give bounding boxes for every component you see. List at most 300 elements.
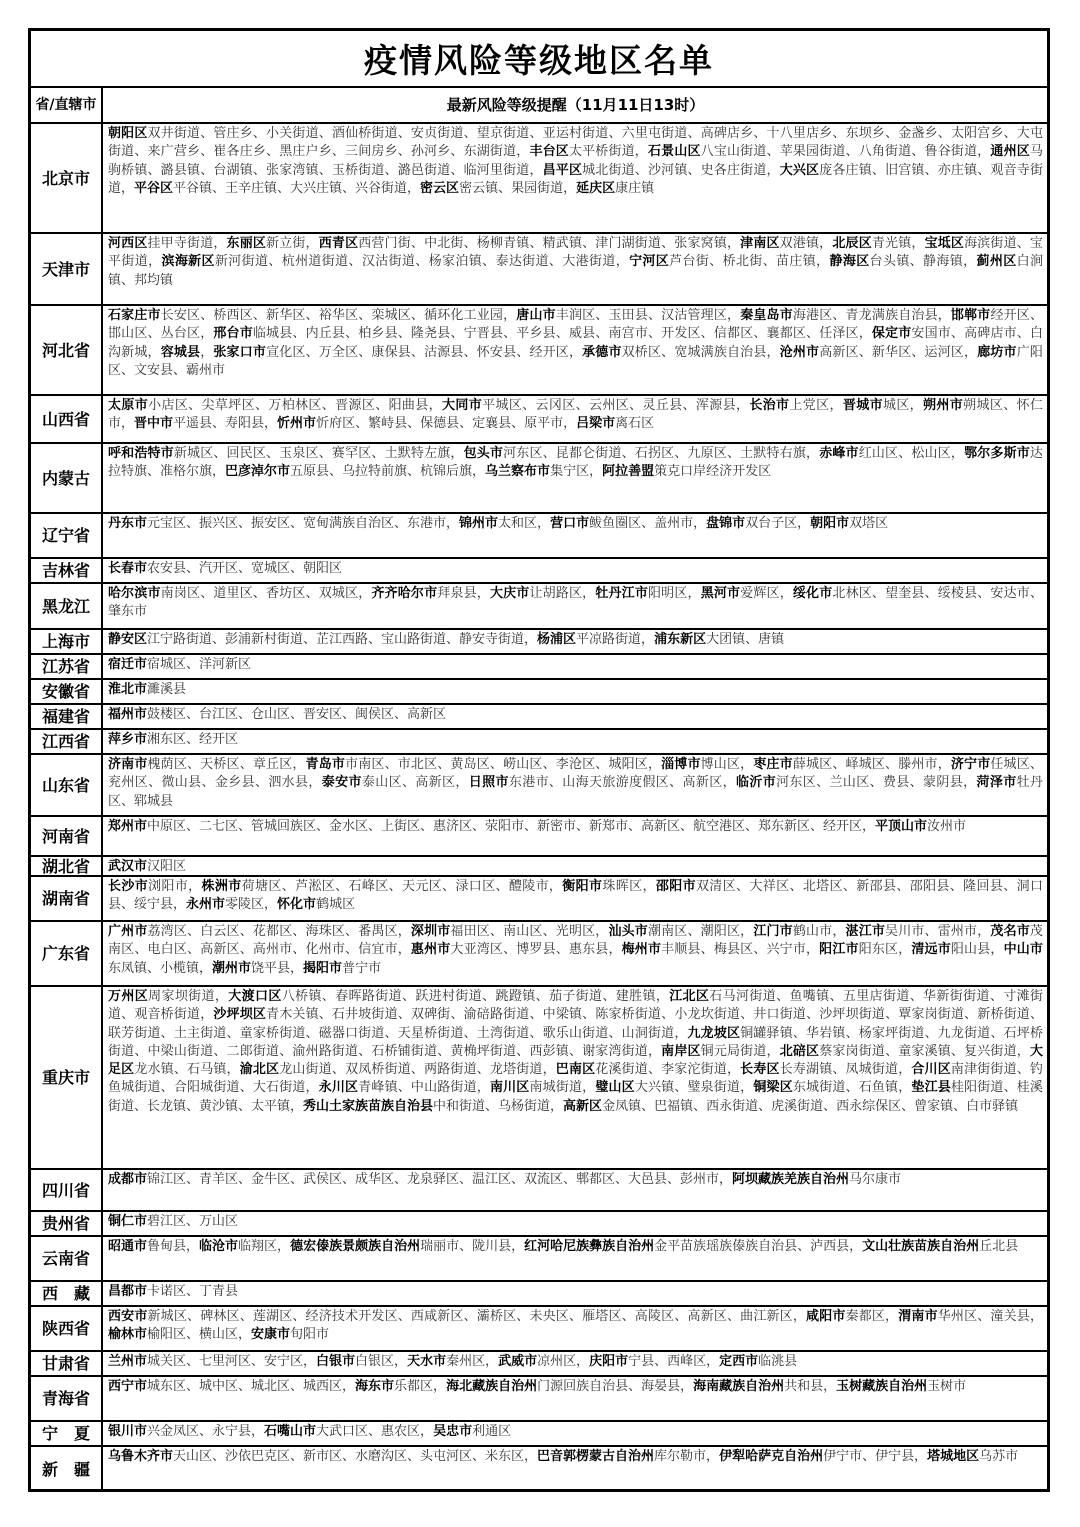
district-list: 鼓楼区、台江区、仓山区、晋安区、闽侯区、高新区 xyxy=(147,707,447,722)
city-name: 日照市 xyxy=(468,775,509,791)
city-name: 长治市 xyxy=(749,398,790,413)
city-name: 德宏傣族景颇族自治州 xyxy=(290,1239,421,1254)
province-name: 河南省 xyxy=(31,817,103,855)
province-name: 新 疆 xyxy=(31,1447,103,1492)
city-name: 秀山土家族苗族自治县 xyxy=(303,1098,434,1114)
city-name: 深圳市 xyxy=(410,924,451,939)
area-list xyxy=(103,655,1047,678)
district-list: 长安区、桥西区、新华区、裕华区、栾城区、循环化工业园， xyxy=(160,308,517,323)
city-name: 合川区 xyxy=(911,1062,951,1078)
table-row xyxy=(31,655,1047,680)
area-list xyxy=(103,234,1047,304)
district-list: 鹤山市， xyxy=(792,924,846,939)
district-list: 临翔区， xyxy=(238,1239,291,1254)
district-list: 饶平县， xyxy=(251,960,304,976)
city-name: 朝阳市 xyxy=(810,516,850,531)
city-name: 邵阳市 xyxy=(655,879,696,894)
city-name: 巴音郭楞蒙古自治州 xyxy=(537,1449,655,1464)
city-name: 延庆区 xyxy=(576,180,616,196)
district-list: 牡丹区、郓城县 xyxy=(108,775,1043,809)
content-column-header: 最新风险等级提醒（11月11日13时） xyxy=(446,96,705,115)
district-list: 策克口岸经济开发区 xyxy=(654,464,772,480)
city-name: 南岸区 xyxy=(661,1043,701,1059)
district-list: 大兴镇、璧泉街道， xyxy=(634,1080,754,1096)
district-list: 挂甲寺街道， xyxy=(147,236,227,251)
city-name: 沧州市 xyxy=(779,344,820,360)
district-list: 经开区、邯山区、丛台区， xyxy=(108,308,1043,342)
table-row xyxy=(31,755,1047,817)
district-list: 长寿湖镇、凤城街道， xyxy=(779,1062,912,1078)
district-list: 临城县、内丘县、柏乡县、隆尧县、宁晋县、平乡县、威县、南宫市、开发区、信都区、襄都区、任泽区， xyxy=(252,326,872,342)
district-list: 宁县、西峰区， xyxy=(628,1354,720,1369)
district-list: 新城区、碑林区、莲湖区、经济技术开发区、西咸新区、灞桥区、未央区、雁塔区、高陵区、高新区、曲江新区， xyxy=(147,1309,807,1324)
district-list: 伊宁市、伊宁县， xyxy=(823,1449,928,1464)
city-name: 长沙市 xyxy=(108,879,149,894)
district-list: 濉溪县 xyxy=(147,682,187,697)
table-row xyxy=(31,1352,1047,1377)
district-list: 太和区， xyxy=(498,516,551,531)
table-row xyxy=(31,1307,1047,1352)
district-list: 槐荫区、天桥区、章丘区， xyxy=(147,757,306,772)
province-name: 云南省 xyxy=(31,1237,103,1280)
district-list: 平城区、云冈区、云州区、灵丘县、浑源县， xyxy=(482,398,750,413)
city-name: 北辰区 xyxy=(832,236,872,251)
city-name: 庆阳市 xyxy=(589,1354,629,1369)
city-name: 石景山区 xyxy=(647,144,701,160)
table-row xyxy=(31,1212,1047,1237)
city-name: 成都市 xyxy=(108,1172,148,1187)
district-list: 门源回族自治县、海晏县， xyxy=(537,1379,694,1394)
city-name: 江北区 xyxy=(669,989,710,1004)
district-list: 南岗区、道里区、香坊区、双城区， xyxy=(160,586,372,601)
district-list: 阳东区， xyxy=(858,942,912,958)
city-name: 宿迁市 xyxy=(108,657,148,672)
city-name: 永川区 xyxy=(318,1080,359,1096)
city-name: 西安市 xyxy=(108,1309,148,1324)
city-name: 绥化市 xyxy=(792,586,833,601)
district-list: 白银区， xyxy=(355,1354,408,1369)
district-list: 龙水镇、石马镇， xyxy=(134,1062,240,1078)
district-list: 天山区、沙依巴克区、新市区、水磨沟区、头屯河区、米东区， xyxy=(173,1449,538,1464)
city-name: 静海区 xyxy=(829,254,870,270)
district-list: 锦江区、青羊区、金牛区、武侯区、成华区、龙泉驿区、温江区、双流区、郫都区、大邑县、彭州市， xyxy=(147,1172,733,1187)
city-name: 北碚区 xyxy=(779,1043,820,1059)
city-name: 牡丹江市 xyxy=(595,586,648,601)
district-list: 汉阳区 xyxy=(147,859,187,874)
city-name: 江门市 xyxy=(753,924,793,939)
province-name: 山西省 xyxy=(31,396,103,442)
district-list: 平谷镇、王辛庄镇、大兴庄镇、兴谷街道， xyxy=(173,180,421,196)
city-name: 赤峰市 xyxy=(819,446,859,461)
city-name: 密云区 xyxy=(420,180,460,196)
district-list: 大亚湾区、博罗县、惠东县， xyxy=(450,942,622,958)
city-name: 盘锦市 xyxy=(706,516,746,531)
city-name: 济宁市 xyxy=(950,757,991,772)
district-list: 红山区、松山区， xyxy=(858,446,965,461)
city-name: 沙坪坝区 xyxy=(213,1007,267,1023)
page-title: 疫情风险等级地区名单 xyxy=(31,31,1047,88)
city-name: 渭南市 xyxy=(898,1309,938,1324)
district-list: 高新区、新华区、运河区， xyxy=(819,344,978,360)
city-name: 秦皇岛市 xyxy=(740,308,793,323)
city-name: 容城县 xyxy=(160,344,201,360)
city-name: 阳江市 xyxy=(819,942,859,958)
district-list: 湘东区、经开区 xyxy=(147,732,239,747)
province-name: 陕西省 xyxy=(31,1307,103,1350)
table-row xyxy=(31,234,1047,306)
city-name: 朝阳区 xyxy=(108,126,148,141)
district-list: 金平苗族瑶族傣族自治县、泸西县， xyxy=(654,1239,863,1254)
district-list: 丘北县 xyxy=(979,1239,1019,1254)
district-list: 乐都区， xyxy=(394,1379,447,1394)
table-header xyxy=(31,88,1047,124)
district-list: 普宁市 xyxy=(342,960,382,976)
province-name: 青海省 xyxy=(31,1377,103,1420)
district-list: 北林区、望奎县、绥棱县、安达市、肇东市 xyxy=(108,586,1043,620)
district-list: 西营门街、中北街、杨柳青镇、精武镇、津门湖街道、张家窝镇， xyxy=(358,236,741,251)
district-list: 乌苏市 xyxy=(979,1449,1019,1464)
district-list: 青峰镇、中山路街道， xyxy=(358,1080,490,1096)
district-list: 朔城区、怀仁市， xyxy=(108,398,1043,432)
district-list: 城区， xyxy=(882,398,924,413)
city-name: 衡阳市 xyxy=(562,879,603,894)
city-name: 兰州市 xyxy=(108,1354,148,1369)
city-name: 大足区 xyxy=(108,1043,1043,1078)
city-name: 营口市 xyxy=(550,516,590,531)
district-list: 库尔勒市， xyxy=(654,1449,720,1464)
district-list: 利通区 xyxy=(472,1424,512,1439)
district-list: 丰润区、玉田县、汉沽管理区， xyxy=(555,308,741,323)
city-name: 邯郸市 xyxy=(950,308,991,323)
district-list: 浏阳市， xyxy=(148,879,202,894)
district-list: 大团镇、唐镇 xyxy=(706,632,785,647)
district-list: 凉州区， xyxy=(537,1354,590,1369)
district-list: 密云镇、果园街道， xyxy=(459,180,577,196)
city-name: 渝北区 xyxy=(239,1062,280,1078)
district-list: 桂阳街道、桂溪街道、长龙镇、黄沙镇、太平镇， xyxy=(108,1080,1043,1114)
province-name: 湖南省 xyxy=(31,877,103,920)
district-list: 临洮县 xyxy=(758,1354,798,1369)
city-name: 济南市 xyxy=(108,757,148,772)
city-name: 清远市 xyxy=(911,942,951,958)
table-row xyxy=(31,705,1047,730)
district-list: 江宁路街道、彭浦新村街道、芷江西路、宝山路街道、静安寺街道， xyxy=(147,632,538,647)
area-list xyxy=(103,1237,1047,1280)
city-name: 平谷区 xyxy=(134,180,174,196)
district-list: 八桥镇、春晖路街道、跃进村街道、跳蹬镇、茄子街道、建胜镇， xyxy=(281,989,670,1004)
district-list: 瑞丽市、陇川县， xyxy=(420,1239,525,1254)
city-name: 承德市 xyxy=(582,344,622,360)
city-name: 宁河区 xyxy=(629,254,670,270)
table-row xyxy=(31,584,1047,630)
table-row xyxy=(31,1422,1047,1447)
area-list xyxy=(103,444,1047,512)
province-name: 西 藏 xyxy=(31,1282,103,1305)
table-row xyxy=(31,680,1047,705)
district-list: 八宝山街道、苹果园街道、八角街道、鲁谷街道， xyxy=(700,144,991,160)
district-list: 东城街道、石鱼镇， xyxy=(792,1080,912,1096)
city-name: 河西区 xyxy=(108,236,148,251)
city-name: 大渡口区 xyxy=(228,989,282,1004)
city-name: 银川市 xyxy=(108,1424,148,1439)
city-name: 榆林市 xyxy=(108,1327,148,1343)
area-list xyxy=(103,1307,1047,1350)
province-name: 辽宁省 xyxy=(31,514,103,557)
district-list: 吴川市、雷州市， xyxy=(885,924,991,939)
city-name: 高新区 xyxy=(563,1098,603,1114)
district-list: 白涧镇、邦均镇 xyxy=(108,254,1043,288)
district-list: 康庄镇 xyxy=(615,180,655,196)
province-name: 江苏省 xyxy=(31,655,103,678)
district-list: 榆阳区、横山区， xyxy=(147,1327,252,1343)
district-list: 新立街， xyxy=(266,236,319,251)
area-list xyxy=(103,730,1047,753)
city-name: 咸阳市 xyxy=(806,1309,846,1324)
district-list: 安国市、高碑店市、白沟新城， xyxy=(108,326,1043,360)
district-list: 石马河街道、鱼嘴镇、五里店街道、华新街街道、寸滩街道、观音桥街道， xyxy=(108,989,1043,1023)
area-list xyxy=(103,124,1047,232)
city-name: 长春市 xyxy=(108,561,148,576)
district-list: 元宝区、振兴区、振安区、宽甸满族自治区、东港市， xyxy=(147,516,460,531)
district-list: 龙山街道、双凤桥街道、两路街道、龙塔街道， xyxy=(279,1062,556,1078)
city-name: 唐山市 xyxy=(516,308,556,323)
district-list: 南津街街道、钓鱼城街道、合阳城街道、大石街道， xyxy=(108,1062,1043,1096)
city-name: 西青区 xyxy=(318,236,359,251)
city-name: 泰安市 xyxy=(321,775,362,791)
district-list: 市南区、市北区、黄岛区、崂山区、李沧区、城阳区， xyxy=(345,757,662,772)
district-list: 博山区， xyxy=(700,757,754,772)
province-name: 河北省 xyxy=(31,306,103,394)
province-name: 北京市 xyxy=(31,124,103,232)
city-name: 长寿区 xyxy=(740,1062,780,1078)
province-name: 宁 夏 xyxy=(31,1422,103,1445)
table-row xyxy=(31,817,1047,857)
area-list xyxy=(103,705,1047,728)
city-name: 廊坊市 xyxy=(977,344,1017,360)
district-list: 卡诺区、丁青县 xyxy=(147,1284,239,1299)
district-list: 新城区、回民区、玉泉区、赛罕区、土默特左旗， xyxy=(173,446,464,461)
district-list: 阳山县， xyxy=(950,942,1004,958)
city-name: 黑河市 xyxy=(700,586,741,601)
district-list: 花溪街道、李家沱街道， xyxy=(595,1062,741,1078)
area-list xyxy=(103,1212,1047,1235)
area-list xyxy=(103,1422,1047,1445)
city-name: 铜梁区 xyxy=(753,1080,793,1096)
city-name: 萍乡市 xyxy=(108,732,148,747)
district-list: 小店区、尖草坪区、万柏林区、晋源区、阳曲县， xyxy=(148,398,443,413)
district-list: 双井街道、管庄乡、小关街道、酒仙桥街道、安贞街道、望京街道、亚运村街道、六里屯街道、高碑店乡、十八里店乡、东坝乡、金盏乡、太阳宫乡、大屯街道、来广营乡、崔各庄乡、黑庄户乡、三间房乡、孙河乡、东湖街道， xyxy=(108,126,1043,160)
city-name: 保定市 xyxy=(871,326,912,342)
city-name: 怀化市 xyxy=(277,897,317,913)
district-list: 城北街道、沙河镇、史各庄街道， xyxy=(582,162,780,178)
city-name: 晋中市 xyxy=(134,416,174,432)
district-list: 城东区、城中区、城北区、城西区， xyxy=(147,1379,356,1394)
city-name: 乌兰察布市 xyxy=(485,464,551,480)
city-name: 潮州市 xyxy=(212,960,252,976)
district-list: 茂南区、电白区、高新区、高州市、化州市、信宜市， xyxy=(108,924,1043,958)
district-list: 玉树市 xyxy=(927,1379,967,1394)
city-name: 文山壮族苗族自治州 xyxy=(862,1239,980,1254)
district-list: 让胡路区， xyxy=(529,586,596,601)
area-list xyxy=(103,755,1047,815)
city-name: 海南藏族自治州 xyxy=(693,1379,785,1394)
district-list: 离石区 xyxy=(615,416,655,432)
district-list: 周家坝街道， xyxy=(148,989,229,1004)
area-list xyxy=(103,1352,1047,1375)
city-name: 通州区 xyxy=(990,144,1030,160)
district-list: 芦台街、桥北街、苗庄镇， xyxy=(669,254,830,270)
district-list: 鹤城区 xyxy=(316,897,356,913)
city-name: 铜仁市 xyxy=(108,1214,148,1229)
area-list xyxy=(103,559,1047,582)
city-name: 大庆市 xyxy=(489,586,530,601)
district-list: 南城街道， xyxy=(529,1080,596,1096)
district-list: 阳明区， xyxy=(648,586,701,601)
city-name: 石家庄市 xyxy=(108,308,161,323)
district-list: 薛城区、峄城区、滕州市， xyxy=(792,757,951,772)
city-name: 巴南区 xyxy=(555,1062,596,1078)
district-list: 蔡家岗街道、童家溪镇、复兴街道， xyxy=(819,1043,1030,1059)
table-row xyxy=(31,1447,1047,1492)
district-list: 海滨街道、宝平街道， xyxy=(108,236,1043,270)
city-name: 塔城地区 xyxy=(927,1449,980,1464)
district-list: 平凉路街道， xyxy=(576,632,655,647)
district-list: 双桥区、宽城满族自治县， xyxy=(621,344,780,360)
district-list: 华州区、潼关县， xyxy=(937,1309,1043,1324)
district-list: 中和街道、乌杨街道， xyxy=(433,1098,564,1114)
city-name: 浦东新区 xyxy=(654,632,707,647)
district-list: 海港区、青龙满族自治县， xyxy=(792,308,951,323)
area-list xyxy=(103,514,1047,557)
city-name: 丰台区 xyxy=(529,144,569,160)
district-list: 中原区、二七区、管城回族区、金水区、上街区、惠济区、荥阳市、新密市、新郑市、高新区、航空港区、郑东新区、经开区， xyxy=(147,819,876,834)
table-row xyxy=(31,1282,1047,1307)
province-name: 吉林省 xyxy=(31,559,103,582)
city-name: 红河哈尼族彝族自治州 xyxy=(524,1239,655,1254)
city-name: 大兴区 xyxy=(779,162,820,178)
table-row xyxy=(31,124,1047,234)
province-name: 安徽省 xyxy=(31,680,103,703)
district-list: 碧江区、万山区 xyxy=(147,1214,239,1229)
area-list xyxy=(103,630,1047,653)
city-name: 杨浦区 xyxy=(537,632,577,647)
city-name: 伊犁哈萨克自治州 xyxy=(719,1449,824,1464)
table-row xyxy=(31,922,1047,987)
district-list: 丰顺县、梅县区、兴宁市， xyxy=(661,942,820,958)
province-name: 山东省 xyxy=(31,755,103,815)
city-name: 永州市 xyxy=(186,897,226,913)
district-list: 河东区、昆都仑街道、石拐区、九原区、土默特右旗， xyxy=(503,446,820,461)
city-name: 吕梁市 xyxy=(576,416,616,432)
city-name: 万州区 xyxy=(108,989,149,1004)
city-name: 大同市 xyxy=(442,398,483,413)
province-column-header: 省/直辖市 xyxy=(31,88,103,122)
district-list: 秦都区， xyxy=(845,1309,899,1324)
district-list: 潮南区、潮阳区， xyxy=(647,924,754,939)
district-list: 汝州市 xyxy=(927,819,967,834)
district-list: 五原县、乌拉特前旗、杭锦后旗， xyxy=(290,464,486,480)
city-name: 西宁市 xyxy=(108,1379,148,1394)
district-list: 双清区、大祥区、北塔区、新邵县、邵阳县、隆回县、洞口县、绥宁县， xyxy=(108,879,1043,913)
city-name: 枣庄市 xyxy=(753,757,793,772)
city-name: 海北藏族自治州 xyxy=(446,1379,538,1394)
district-list: 集宁区， xyxy=(550,464,603,480)
city-name: 乌鲁木齐市 xyxy=(108,1449,174,1464)
table-row xyxy=(31,444,1047,514)
city-name: 昌都市 xyxy=(108,1284,148,1299)
district-list: 荷塘区、芦淞区、石峰区、天元区、渌口区、醴陵市， xyxy=(241,879,563,894)
city-name: 汕头市 xyxy=(608,924,648,939)
city-name: 哈尔滨市 xyxy=(108,586,161,601)
district-list: 双港镇， xyxy=(779,236,833,251)
district-list: 农安县、汽开区、宽城区、朝阳区 xyxy=(147,561,343,576)
area-list xyxy=(103,817,1047,855)
city-name: 巴彦淖尔市 xyxy=(225,464,291,480)
district-list: 鲁甸县， xyxy=(147,1239,200,1254)
city-name: 垫江县 xyxy=(911,1080,951,1096)
province-name: 贵州省 xyxy=(31,1212,103,1235)
city-name: 武威市 xyxy=(498,1354,538,1369)
district-list: 马尔康市 xyxy=(849,1172,902,1187)
province-name: 上海市 xyxy=(31,630,103,653)
city-name: 璧山区 xyxy=(595,1080,635,1096)
city-name: 惠州市 xyxy=(410,942,451,958)
city-name: 茂名市 xyxy=(990,924,1030,939)
district-list: 铜元局街道， xyxy=(700,1043,780,1059)
table-row xyxy=(31,1237,1047,1282)
district-list: 零陵区， xyxy=(225,897,278,913)
area-list xyxy=(103,1447,1047,1492)
table-row xyxy=(31,1377,1047,1422)
province-name: 重庆市 xyxy=(31,987,103,1168)
city-name: 湛江市 xyxy=(845,924,886,939)
table-row xyxy=(31,857,1047,877)
city-name: 丹东市 xyxy=(108,516,148,531)
city-name: 梅州市 xyxy=(621,942,662,958)
city-name: 青岛市 xyxy=(305,757,346,772)
district-list: 秦州区， xyxy=(446,1354,499,1369)
province-name: 广东省 xyxy=(31,922,103,985)
city-name: 临沧市 xyxy=(199,1239,239,1254)
district-list: 宣化区、万全区、康保县、沽源县、怀安县、经开区， xyxy=(266,344,583,360)
city-name: 株洲市 xyxy=(201,879,242,894)
city-name: 滨海新区 xyxy=(161,254,215,270)
risk-area-table xyxy=(28,28,1050,1492)
district-list: 青光镇， xyxy=(871,236,925,251)
province-name: 内蒙古 xyxy=(31,444,103,512)
province-name: 黑龙江 xyxy=(31,584,103,628)
district-list: 任城区、兖州区、微山县、金乡县、泗水县， xyxy=(108,757,1043,791)
district-list: 旬阳市 xyxy=(290,1327,330,1343)
city-name: 昌平区 xyxy=(542,162,583,178)
district-list: 珠晖区， xyxy=(602,879,656,894)
province-name: 甘肃省 xyxy=(31,1352,103,1375)
city-name: 昭通市 xyxy=(108,1239,148,1254)
city-name: 南川区 xyxy=(489,1080,530,1096)
city-name: 石嘴山市 xyxy=(264,1424,317,1439)
city-name: 海东市 xyxy=(355,1379,395,1394)
city-name: 揭阳市 xyxy=(303,960,343,976)
district-list: 东凤镇、小榄镇， xyxy=(108,960,213,976)
district-list: 双台子区， xyxy=(745,516,811,531)
city-name: 菏泽市 xyxy=(976,775,1017,791)
city-name: 郑州市 xyxy=(108,819,148,834)
city-name: 福州市 xyxy=(108,707,148,722)
district-list: 忻府区、繁峙县、保德县、定襄县、原平市， xyxy=(316,416,577,432)
area-list xyxy=(103,1170,1047,1210)
district-list: 太平桥街道， xyxy=(568,144,648,160)
city-name: 阿拉善盟 xyxy=(602,464,655,480)
